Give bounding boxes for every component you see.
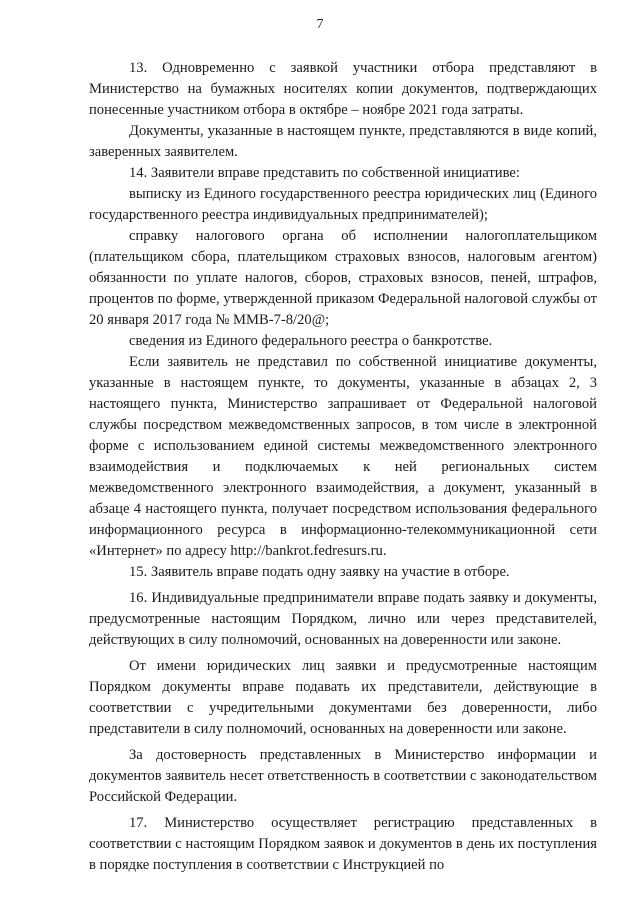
paragraph-14-extract: выписку из Единого государственного реестра юридических лиц (Единого государственного реестра индивидуальных предпринимателей);	[89, 186, 597, 223]
document-body	[89, 58, 597, 876]
paragraph-14: 14. Заявители вправе представить по собственной инициативе:	[129, 165, 520, 181]
paragraph-13-copies: Документы, указанные в настоящем пункте, представляются в виде копий, заверенных заявителем.	[89, 123, 597, 160]
paragraph-17: 17. Министерство осуществляет регистрацию представленных в соответствии с настоящим Порядком заявок и документов в день их поступления в порядке поступления в соответствии с Инструкцией по	[89, 815, 597, 873]
paragraph-14-bankruptcy: сведения из Единого федерального реестра о банкротстве.	[129, 333, 493, 349]
paragraph-14-requests: Если заявитель не представил по собственной инициативе документы, указанные в настоящем пункте, то документы, указанные в абзацах 2, 3 настоящего пункта, Министерство запрашивает от Федеральной налоговой службы посредством межведомственных запросов, в том числе в электронной форме с использованием единой системы межведомственного электронного взаимодействия и подключаемых к ней региональных систем межведомственного электронного взаимодействия, а документ, указанный в абзаце 4 настоящего пункта, получает посредством использования федерального информационного ресурса в информационно-телекоммуникационной сети «Интернет» по адресу http://bankrot.fedresurs.ru.	[89, 354, 597, 559]
paragraph-13: 13. Одновременно с заявкой участники отбора представляют в Министерство на бумажных носителях копии документов, подтверждающих понесенные участником отбора в октябре – ноябре 2021 года затраты.	[89, 60, 597, 118]
paragraph-16: 16. Индивидуальные предприниматели вправе подать заявку и документы, предусмотренные настоящим Порядком, лично или через представителей, действующих в силу полномочий, основанных на доверенности или законе.	[89, 590, 597, 648]
paragraph-16-responsibility: За достоверность представленных в Министерство информации и документов заявитель несет ответственность в соответствии с законодательством Российской Федерации.	[89, 747, 597, 805]
paragraph-14-tax-certificate: справку налогового органа об исполнении налогоплательщиком (плательщиком сбора, плательщиком страховых взносов, налоговым агентом) обязанности по уплате налогов, сборов, страховых взносов, пеней, штрафов, процентов по форме, утвержденной приказом Федеральной налоговой службы от 20 января 2017 года № ММВ-7-8/20@;	[89, 228, 597, 328]
page-number: 7	[316, 17, 324, 32]
paragraph-15: 15. Заявитель вправе подать одну заявку на участие в отборе.	[129, 564, 510, 580]
paragraph-16-legal-entities: От имени юридических лиц заявки и предусмотренные настоящим Порядком документы вправе подавать их представители, действующие в соответствии с учредительными документами без доверенности, либо представители в силу полномочий, основанных на доверенности или законе.	[89, 658, 597, 737]
